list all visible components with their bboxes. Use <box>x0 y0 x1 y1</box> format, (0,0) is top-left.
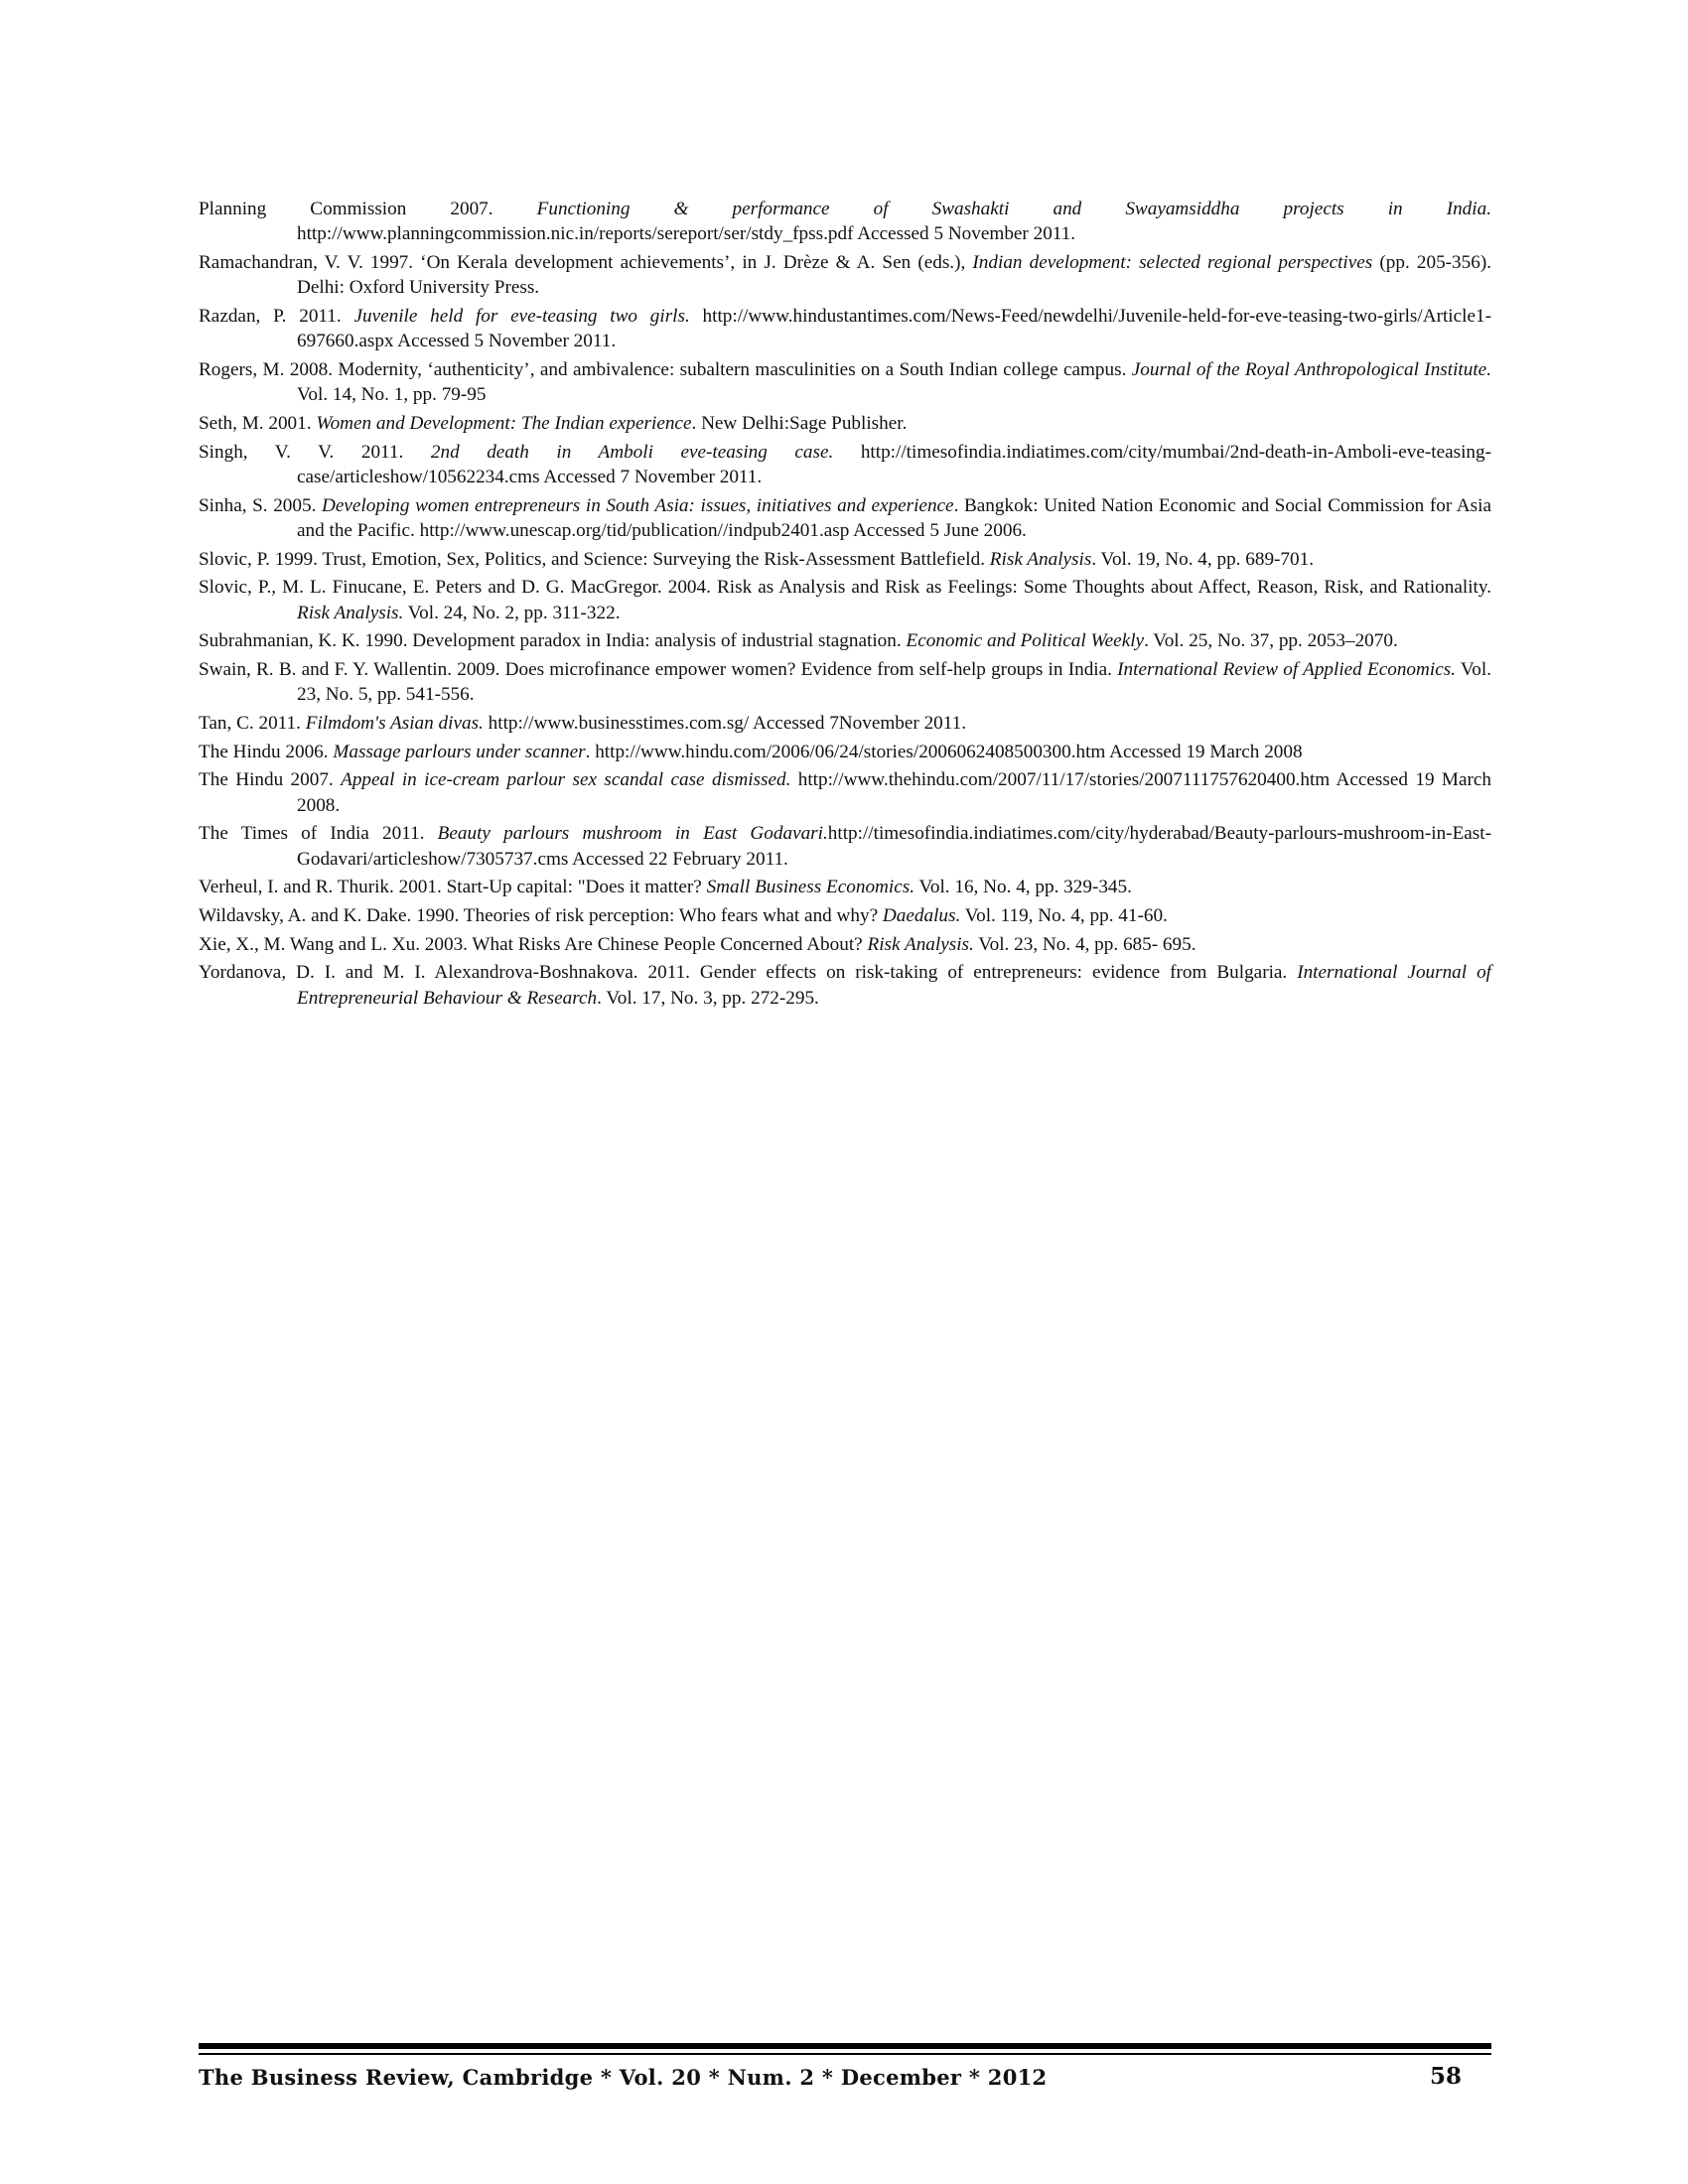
reference-details: . http://www.hindu.com/2006/06/24/stories/2006062408500300.htm Accessed 19 March 2008 <box>585 741 1303 762</box>
reference-entry <box>199 767 1491 818</box>
reference-author: The Hindu 2006. <box>199 741 334 762</box>
reference-title: Small Business Economics. <box>706 877 915 898</box>
reference-author: Singh, V. V. 2011. <box>199 441 431 463</box>
reference-list <box>199 197 1491 1014</box>
reference-author: The Times of India 2011. <box>199 823 438 845</box>
reference-details: . Bangkok: United Nation Economic and Social Commission for Asia and the Pacific. http://www.unescap.org/tid/publication//indpub2401.asp Accessed 5 June 2006. <box>297 494 1491 541</box>
reference-title: Developing women entrepreneurs in South Asia: issues, initiatives and experience <box>322 494 954 516</box>
reference-author: Tan, C. 2011. <box>199 712 306 734</box>
reference-entry <box>199 575 1491 625</box>
reference-entry <box>199 875 1491 899</box>
reference-title: Massage parlours under scanner <box>333 741 586 762</box>
reference-entry <box>199 960 1491 1011</box>
reference-title: Functioning & performance of Swashakti and Swayamsiddha projects in India. <box>536 199 1491 219</box>
reference-title: Indian development: selected regional perspectives <box>972 251 1373 273</box>
reference-title: International Journal of Entrepreneurial Behaviour & Research <box>297 962 1491 1009</box>
reference-author: Verheul, I. and R. Thurik. 2001. Start-Up capital: "Does it matter? <box>199 877 707 898</box>
footer-journal-info: The Business Review, Cambridge * Vol. 20 * Num. 2 * December * 2012 <box>199 2065 1048 2090</box>
reference-title: International Review of Applied Economics. <box>1117 658 1456 680</box>
page-number: 58 <box>1430 2063 1463 2090</box>
reference-title: Journal of the Royal Anthropological Institute. <box>1131 358 1491 380</box>
reference-entry <box>199 821 1491 872</box>
reference-details: Vol. 119, No. 4, pp. 41-60. <box>960 904 1168 926</box>
reference-title: Risk Analysis. <box>297 602 404 623</box>
reference-details: Vol. 23, No. 4, pp. 685- 695. <box>973 933 1196 955</box>
reference-entry <box>199 357 1491 408</box>
reference-entry <box>199 411 1491 436</box>
reference-title: Filmdom's Asian divas. <box>305 712 484 734</box>
reference-author: Xie, X., M. Wang and L. Xu. 2003. What Risks Are Chinese People Concerned About? <box>199 933 868 955</box>
reference-entry <box>199 493 1491 544</box>
reference-title: Women and Development: The Indian experience <box>316 412 692 434</box>
reference-details: http://timesofindia.indiatimes.com/city/hyderabad/Beauty-parlours-mushroom-in-East-Godavari/articleshow/7305737.cms Accessed 22 February 2011. <box>297 823 1491 870</box>
reference-title: Beauty parlours mushroom in East Godavari. <box>437 823 828 845</box>
reference-details: (pp. 205-356). Delhi: Oxford University Press. <box>297 251 1492 299</box>
reference-title: Appeal in ice-cream parlour sex scandal case dismissed. <box>341 769 791 791</box>
reference-entry <box>199 711 1491 736</box>
reference-details: Vol. 24, No. 2, pp. 311-322. <box>403 602 621 623</box>
reference-author: Seth, M. 2001. <box>199 412 317 434</box>
reference-details: . Vol. 25, No. 37, pp. 2053–2070. <box>1144 630 1398 652</box>
reference-title: 2nd death in Amboli eve-teasing case. <box>430 441 834 463</box>
reference-entry <box>199 657 1491 708</box>
reference-details: http://timesofindia.indiatimes.com/city/mumbai/2nd-death-in-Amboli-eve-teasing-case/articleshow/10562234.cms Accessed 7 November 2011. <box>297 441 1491 487</box>
reference-details: Vol. 23, No. 5, pp. 541-556. <box>297 658 1491 706</box>
reference-author: Slovic, P., M. L. Finucane, E. Peters and D. G. MacGregor. 2004. Risk as Analysis and Risk as Feelings: Some Thoughts about Affect, Reason, Risk, and Rationality. <box>199 577 1491 599</box>
footer-rule-thick <box>199 2043 1491 2049</box>
reference-author: Yordanova, D. I. and M. I. Alexandrova-Boshnakova. 2011. Gender effects on risk-taking of entrepreneurs: evidence from Bulgaria. <box>199 962 1298 984</box>
reference-details: Vol. 14, No. 1, pp. 79-95 <box>297 384 487 406</box>
reference-author: Rogers, M. 2008. Modernity, ‘authenticity’, and ambivalence: subaltern masculinities on a South Indian college campus. <box>199 358 1132 380</box>
reference-entry <box>199 903 1491 928</box>
reference-entry <box>199 932 1491 957</box>
reference-details: http://www.hindustantimes.com/News-Feed/newdelhi/Juvenile-held-for-eve-teasing-two-girls/Article1-697660.aspx Accessed 5 November 2011. <box>297 305 1491 352</box>
reference-entry <box>199 740 1491 764</box>
reference-title: Risk Analysis. <box>867 933 974 955</box>
reference-title: Risk Analysis <box>989 548 1092 570</box>
reference-author: Ramachandran, V. V. 1997. ‘On Kerala development achievements’, in J. Drèze & A. Sen (eds.), <box>199 251 973 273</box>
reference-author: Planning Commission 2007. <box>199 199 537 219</box>
reference-entry <box>199 628 1491 653</box>
reference-entry <box>199 440 1491 490</box>
reference-entry <box>199 547 1491 572</box>
reference-author: Razdan, P. 2011. <box>199 305 354 327</box>
reference-author: Swain, R. B. and F. Y. Wallentin. 2009. Does microfinance empower women? Evidence from self-help groups in India. <box>199 658 1118 680</box>
reference-details: . Vol. 19, No. 4, pp. 689-701. <box>1091 548 1315 570</box>
reference-details: http://www.businesstimes.com.sg/ Accessed 7November 2011. <box>483 712 967 734</box>
reference-entry <box>199 304 1491 354</box>
reference-details: http://www.planningcommission.nic.in/reports/sereport/ser/stdy_fpss.pdf Accessed 5 November 2011. <box>297 223 1076 245</box>
reference-author: Slovic, P. 1999. Trust, Emotion, Sex, Politics, and Science: Surveying the Risk-Assessment Battlefield. <box>199 548 990 570</box>
reference-details: . Vol. 17, No. 3, pp. 272-295. <box>597 987 819 1009</box>
reference-author: Sinha, S. 2005. <box>199 494 323 516</box>
reference-title: Economic and Political Weekly <box>906 630 1145 652</box>
reference-details: . New Delhi:Sage Publisher. <box>691 412 908 434</box>
reference-author: Wildavsky, A. and K. Dake. 1990. Theories of risk perception: Who fears what and why? <box>199 904 883 926</box>
reference-title: Daedalus. <box>882 904 961 926</box>
reference-author: Subrahmanian, K. K. 1990. Development paradox in India: analysis of industrial stagnation. <box>199 630 907 652</box>
footer-rule-thin <box>199 2053 1491 2055</box>
reference-author: The Hindu 2007. <box>199 769 342 791</box>
reference-entry <box>199 250 1491 301</box>
reference-details: Vol. 16, No. 4, pp. 329-345. <box>914 877 1132 898</box>
reference-entry <box>199 197 1491 247</box>
reference-details: http://www.thehindu.com/2007/11/17/stories/2007111757620400.htm Accessed 19 March 2008. <box>297 769 1491 816</box>
reference-title: Juvenile held for eve-teasing two girls. <box>353 305 690 327</box>
